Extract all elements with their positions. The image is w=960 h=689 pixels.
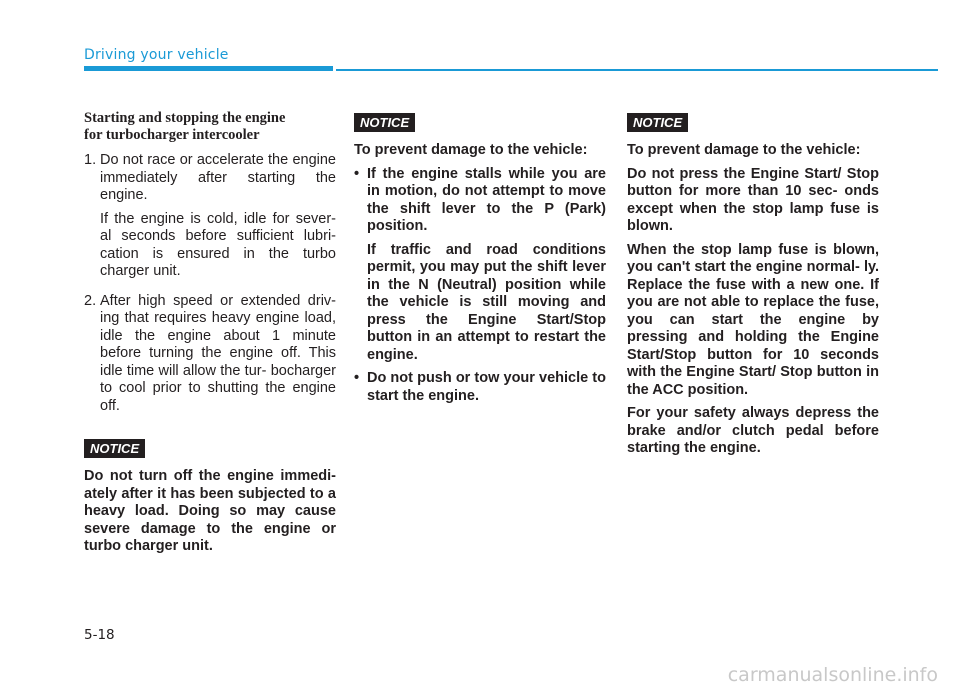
- list-item-bullet-1: [354, 166, 606, 371]
- step-paragraph: Do not race or accelerate the engine immediately after starting the engine.: [100, 152, 336, 203]
- notice-paragraph: For your safety always depress the brake and/or clutch pedal before starting the engine.: [627, 405, 879, 456]
- header-rule-thick: [84, 66, 333, 71]
- notice-badge: NOTICE: [84, 439, 145, 458]
- list-item-bullet-2: [354, 370, 606, 411]
- page-header-title: Driving your vehicle: [84, 47, 229, 63]
- notice-paragraph: When the stop lamp fuse is blown, you can't start the engine normal- ly. Replace the fuse with a new one. If you are not able to replace the fuse, you can start the engine by pressing and holding the Engine Start/Stop button for 10 seconds with the Engine Start/ Stop button in the ACC position.: [627, 241, 879, 398]
- notice-badge: NOTICE: [354, 113, 415, 132]
- step-paragraph: If the engine is cold, idle for sever- al seconds before sufficient lubri- cation is ensured in the turbo charger unit.: [100, 210, 336, 279]
- list-item-step-2: [84, 293, 336, 422]
- section-heading: [84, 110, 336, 144]
- section-heading-line2: for turbocharger intercooler: [84, 127, 260, 143]
- header-rule-thin: [336, 69, 938, 71]
- notice-badge: NOTICE: [627, 113, 688, 132]
- bullet-paragraph: If traffic and road conditions permit, you may put the shift lever in the N (Neutral) position while the vehicle is still moving and press the Engine Start/Stop button in an attempt to restart the engine.: [367, 241, 606, 363]
- notice-text: Do not turn off the engine immedi- ately after it has been subjected to a heavy load. Doing so may cause severe damage to the engine or turbo charger unit.: [84, 468, 336, 554]
- notice-intro: To prevent damage to the vehicle:: [627, 142, 861, 158]
- section-heading-line1: Starting and stopping the engine: [84, 110, 286, 126]
- bullet-paragraph: Do not push or tow your vehicle to start the engine.: [367, 370, 606, 404]
- page-number: 5-18: [84, 627, 115, 643]
- column-middle: [354, 113, 606, 411]
- bullet-dot-icon: •: [354, 165, 360, 182]
- step-paragraph: After high speed or extended driv- ing that requires heavy engine load, idle the engine about 1 minute before turning the engine off. This idle time will allow the tur- bocharger to cool prior to shutting the engine off.: [100, 292, 336, 414]
- bullet-paragraph: If the engine stalls while you are in motion, do not attempt to move the shift lever to the P (Park) position.: [367, 165, 606, 234]
- column-left: [84, 110, 336, 562]
- notice-paragraph: Do not press the Engine Start/ Stop button for more than 10 sec- onds except when the stop lamp fuse is blown.: [627, 165, 879, 234]
- column-right: [627, 113, 879, 464]
- step-number: 2.: [84, 292, 97, 309]
- bullet-dot-icon: •: [354, 370, 360, 386]
- list-item-step-1: [84, 152, 336, 287]
- step-number: 1.: [84, 152, 97, 168]
- watermark-link[interactable]: carmanualsonline.info: [727, 664, 938, 686]
- notice-intro: To prevent damage to the vehicle:: [354, 142, 588, 158]
